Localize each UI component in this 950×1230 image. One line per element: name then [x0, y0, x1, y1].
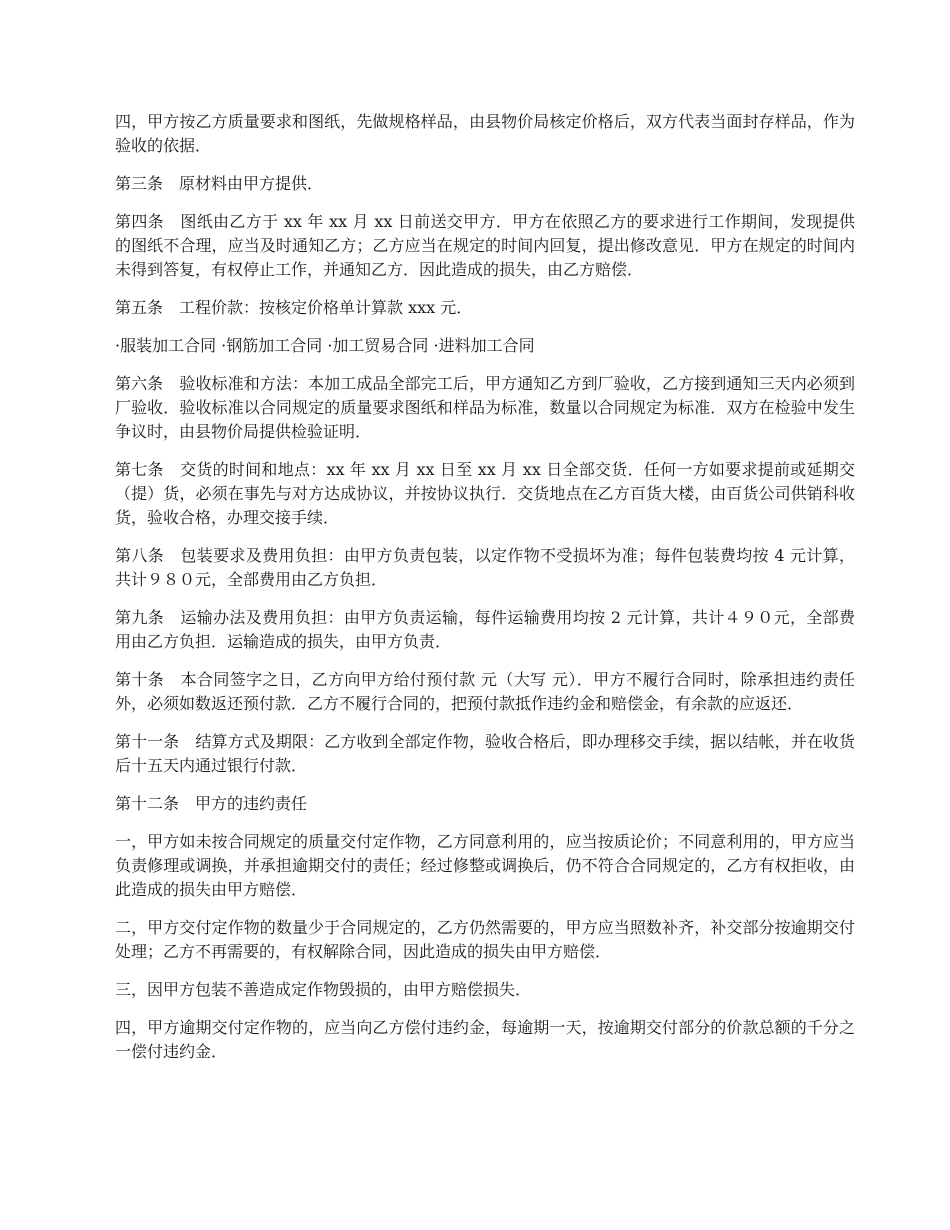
paragraph-article-10: 第十条 本合同签字之日，乙方向甲方给付预付款 元（大写 元）．甲方不履行合同时，除承担违约责任外，必须如数返还预付款．乙方不履行合同的，把预付款抵作违约金和赔偿金，有余款的应返还．	[115, 670, 855, 713]
document-body	[115, 110, 855, 1078]
paragraph-article-7: 第七条 交货的时间和地点：xx 年 xx 月 xx 日至 xx 月 xx 日全部交货．任何一方如要求提前或延期交（提）货，必须在事先与对方达成协议，并按协议执行．交货地点在乙方百货大楼，由百货公司供销科收货，验收合格，办理交接手续．	[115, 460, 855, 527]
paragraph-article-3: 第三条 原材料由甲方提供．	[115, 174, 324, 193]
paragraph-article-5: 第五条 工程价款：按核定价格单计算款 xxx 元．	[115, 298, 473, 317]
related-contracts-links[interactable]: ·服装加工合同 ·钢筋加工合同 ·加工贸易合同 ·进料加工合同	[115, 336, 535, 355]
paragraph-article-12-item-1: 一，甲方如未按合同规定的质量交付定作物，乙方同意利用的，应当按质论价；不同意利用的，甲方应当负责修理或调换，并承担逾期交付的责任；经过修整或调换后，仍不符合合同规定的，乙方有权拒收，由此造成的损失由甲方赔偿．	[115, 832, 855, 899]
paragraph-article-12-heading: 第十二条 甲方的违约责任	[115, 794, 308, 813]
paragraph-clause-4-item-4: 四，甲方按乙方质量要求和图纸，先做规格样品，由县物价局核定价格后，双方代表当面封存样品，作为验收的依据．	[115, 112, 855, 155]
paragraph-article-6: 第六条 验收标准和方法：本加工成品全部完工后，甲方通知乙方到厂验收，乙方接到通知三天内必须到厂验收．验收标准以合同规定的质量要求图纸和样品为标准，数量以合同规定为标准．双方在检验中发生争议时，由县物价局提供检验证明．	[115, 374, 855, 441]
paragraph-article-9: 第九条 运输办法及费用负担：由甲方负责运输，每件运输费用均按 2 元计算，共计４９０元，全部费用由乙方负担．运输造成的损失，由甲方负责．	[115, 608, 855, 651]
paragraph-article-12-item-2: 二，甲方交付定作物的数量少于合同规定的，乙方仍然需要的，甲方应当照数补齐，补交部分按逾期交付处理；乙方不再需要的，有权解除合同，因此造成的损失由甲方赔偿．	[115, 918, 855, 961]
paragraph-article-4: 第四条 图纸由乙方于 xx 年 xx 月 xx 日前送交甲方．甲方在依照乙方的要求进行工作期间，发现提供的图纸不合理，应当及时通知乙方；乙方应当在规定的时间内回复，提出修改意见．甲方在规定的时间内未得到答复，有权停止工作，并通知乙方．因此造成的损失，由乙方赔偿．	[115, 212, 855, 279]
paragraph-article-12-item-3: 三，因甲方包装不善造成定作物毁损的，由甲方赔偿损失．	[115, 980, 532, 999]
paragraph-article-12-item-4: 四，甲方逾期交付定作物的，应当向乙方偿付违约金，每逾期一天，按逾期交付部分的价款总额的千分之一偿付违约金．	[115, 1018, 855, 1061]
paragraph-article-8: 第八条 包装要求及费用负担：由甲方负责包装，以定作物不受损坏为准；每件包装费均按 4 元计算，共计９８０元，全部费用由乙方负担．	[115, 546, 855, 589]
paragraph-article-11: 第十一条 结算方式及期限：乙方收到全部定作物，验收合格后，即办理移交手续，据以结帐，并在收货后十五天内通过银行付款．	[115, 732, 855, 775]
